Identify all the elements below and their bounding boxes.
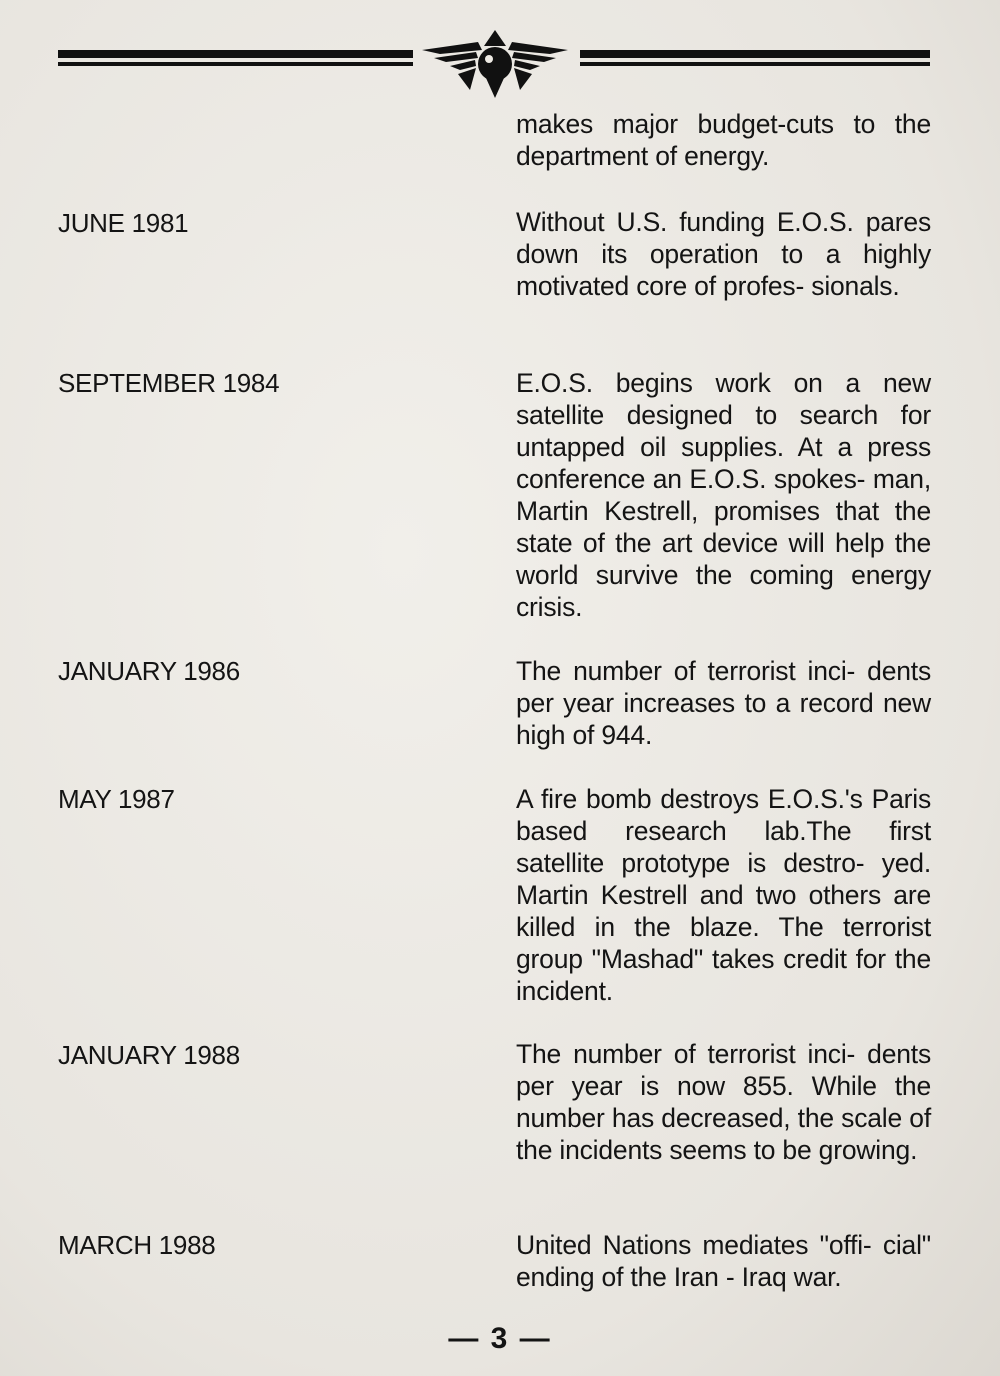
timeline-date: JUNE 1981	[58, 208, 189, 238]
timeline-date: SEPTEMBER 1984	[58, 368, 280, 398]
header-rule-left	[58, 50, 413, 58]
timeline-date: MARCH 1988	[58, 1230, 216, 1260]
timeline-entry: Without U.S. funding E.O.S. pares down its operation to a highly motivated core of profes- sionals.	[516, 207, 931, 301]
timeline-entry: makes major budget-cuts to the department of energy.	[516, 109, 931, 171]
timeline-entry: E.O.S. begins work on a new satellite designed to search for untapped oil supplies. At a press conference an E.O.S. spokes- man, Martin Kestrell, promises that the state of the art device will help the world survive the coming energy crisis.	[516, 368, 931, 622]
timeline-entry: The number of terrorist inci- dents per year is now 855. While the number has decreased, the scale of the incidents seems to be growing.	[516, 1039, 931, 1165]
page-number: — 3 —	[448, 1322, 552, 1355]
header-rule-right	[580, 50, 930, 58]
timeline-entry: The number of terrorist inci- dents per year increases to a record new high of 944.	[516, 656, 931, 750]
timeline-date: MAY 1987	[58, 784, 175, 814]
timeline-date: JANUARY 1986	[58, 656, 240, 686]
timeline-entry: United Nations mediates "offi- cial" ending of the Iran - Iraq war.	[516, 1230, 931, 1292]
timeline-entry: A fire bomb destroys E.O.S.'s Paris based research lab.The first satellite prototype is destro- yed. Martin Kestrell and two others are killed in the blaze. The terrorist group "Mashad" takes credit for the incident.	[516, 784, 931, 1006]
timeline-date: JANUARY 1988	[58, 1040, 240, 1070]
winged-emblem-icon	[420, 28, 570, 100]
